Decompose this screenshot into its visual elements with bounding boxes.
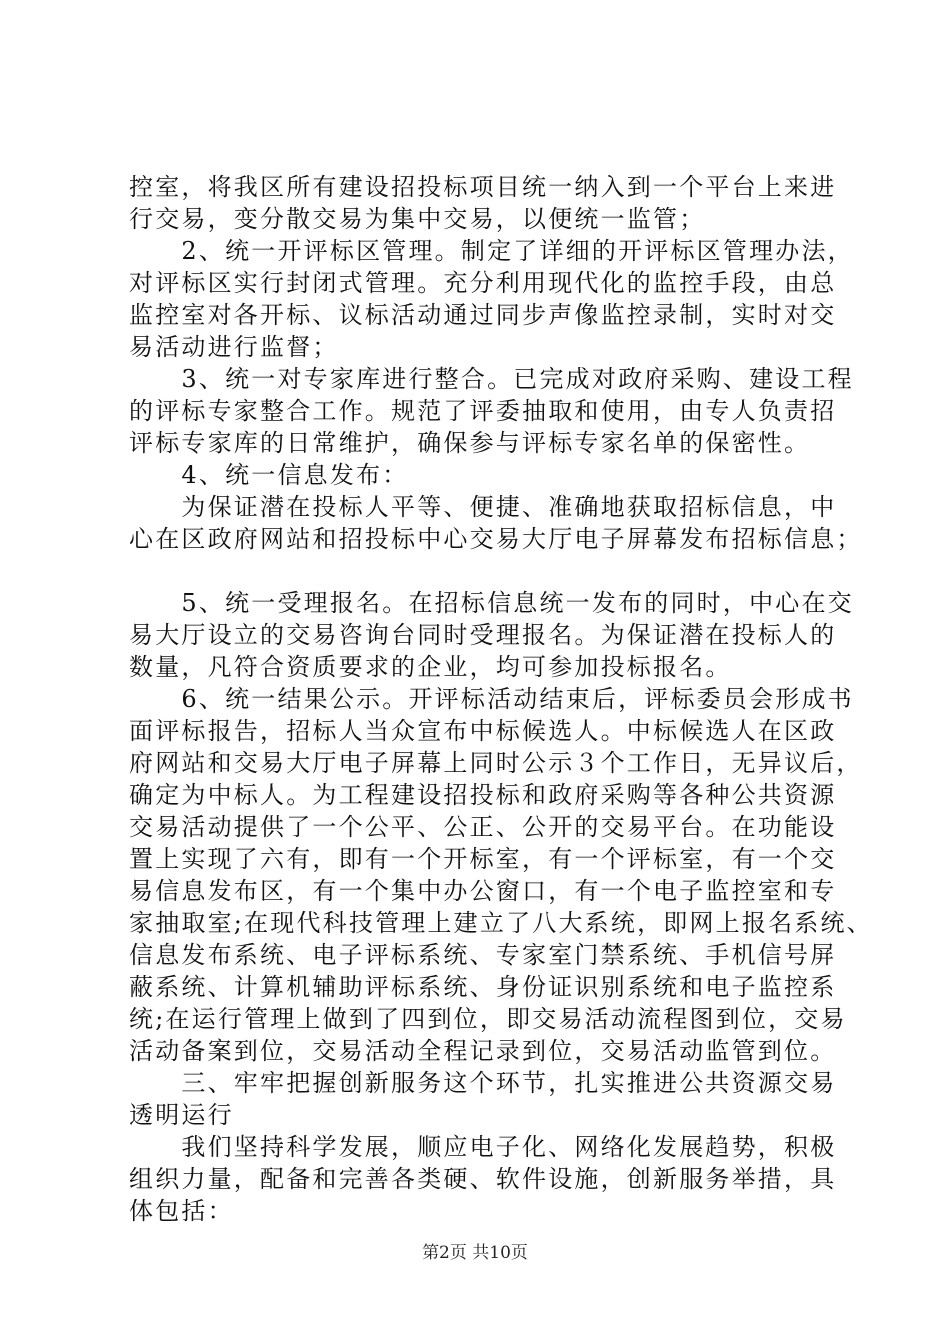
document-line: 易大厅设立的交易咨询台同时受理报名。为保证潜在投标人的: [129, 621, 837, 649]
document-line: 控室，将我区所有建设招投标项目统一纳入到一个平台上来进: [129, 173, 837, 201]
document-line: 三、牢牢把握创新服务这个环节，扎实推进公共资源交易: [129, 1069, 837, 1097]
document-line: 3、统一对专家库进行整合。已完成对政府采购、建设工程: [129, 365, 854, 393]
document-line: 心在区政府网站和招投标中心交易大厅电子屏幕发布招标信息；: [129, 525, 863, 553]
document-line: 家抽取室;在现代科技管理上建立了八大系统，即网上报名系统、: [129, 909, 873, 937]
document-line: 活动备案到位，交易活动全程记录到位，交易活动监管到位。: [129, 1037, 837, 1065]
document-line: 监控室对各开标、议标活动通过同步声像监控录制，实时对交: [129, 301, 837, 329]
document-line: 府网站和交易大厅电子屏幕上同时公示３个工作日，无异议后，: [129, 749, 863, 777]
document-line: 确定为中标人。为工程建设招投标和政府采购等各种公共资源: [129, 781, 837, 809]
paragraph-gap: [129, 555, 829, 587]
document-line: 对评标区实行封闭式管理。充分利用现代化的监控手段，由总: [129, 269, 837, 297]
document-line: 面评标报告，招标人当众宣布中标候选人。中标候选人在区政: [129, 717, 837, 745]
document-line: 5、统一受理报名。在招标信息统一发布的同时，中心在交: [129, 589, 854, 617]
document-line: 交易活动提供了一个公平、公正、公开的交易平台。在功能设: [129, 813, 837, 841]
page-footer: 第2页 共10页: [422, 1243, 528, 1263]
document-line: 2、统一开评标区管理。制定了详细的开评标区管理办法，: [129, 237, 854, 265]
document-line: 组织力量，配备和完善各类硬、软件设施，创新服务举措，具: [129, 1165, 837, 1193]
document-line: 信息发布系统、电子评标系统、专家室门禁系统、手机信号屏: [129, 941, 837, 969]
document-line: 置上实现了六有，即有一个开标室，有一个评标室，有一个交: [129, 845, 837, 873]
document-line: 易信息发布区，有一个集中办公窗口，有一个电子监控室和专: [129, 877, 837, 905]
document-line: 我们坚持科学发展，顺应电子化、网络化发展趋势，积极: [129, 1133, 837, 1161]
document-line: 统;在运行管理上做到了四到位，即交易活动流程图到位，交易: [129, 1005, 847, 1033]
document-line: 体包括：: [129, 1197, 234, 1225]
document-line: 数量，凡符合资质要求的企业，均可参加投标报名。: [129, 653, 732, 681]
document-body: [129, 171, 873, 1227]
document-line: 为保证潜在投标人平等、便捷、准确地获取招标信息，中: [129, 493, 837, 521]
document-line: 6、统一结果公示。开评标活动结束后，评标委员会形成书: [129, 685, 854, 713]
document-line: 行交易，变分散交易为集中交易，以便统一监管；: [129, 205, 706, 233]
document-line: 的评标专家整合工作。规范了评委抽取和使用，由专人负责招: [129, 397, 837, 425]
document-line: 易活动进行监督；: [129, 333, 339, 361]
document-line: 4、统一信息发布：: [129, 461, 409, 489]
document-line: 蔽系统、计算机辅助评标系统、身份证识别系统和电子监控系: [129, 973, 837, 1001]
document-line: 透明运行: [129, 1101, 234, 1129]
document-line: 评标专家库的日常维护，确保参与评标专家名单的保密性。: [129, 429, 811, 457]
